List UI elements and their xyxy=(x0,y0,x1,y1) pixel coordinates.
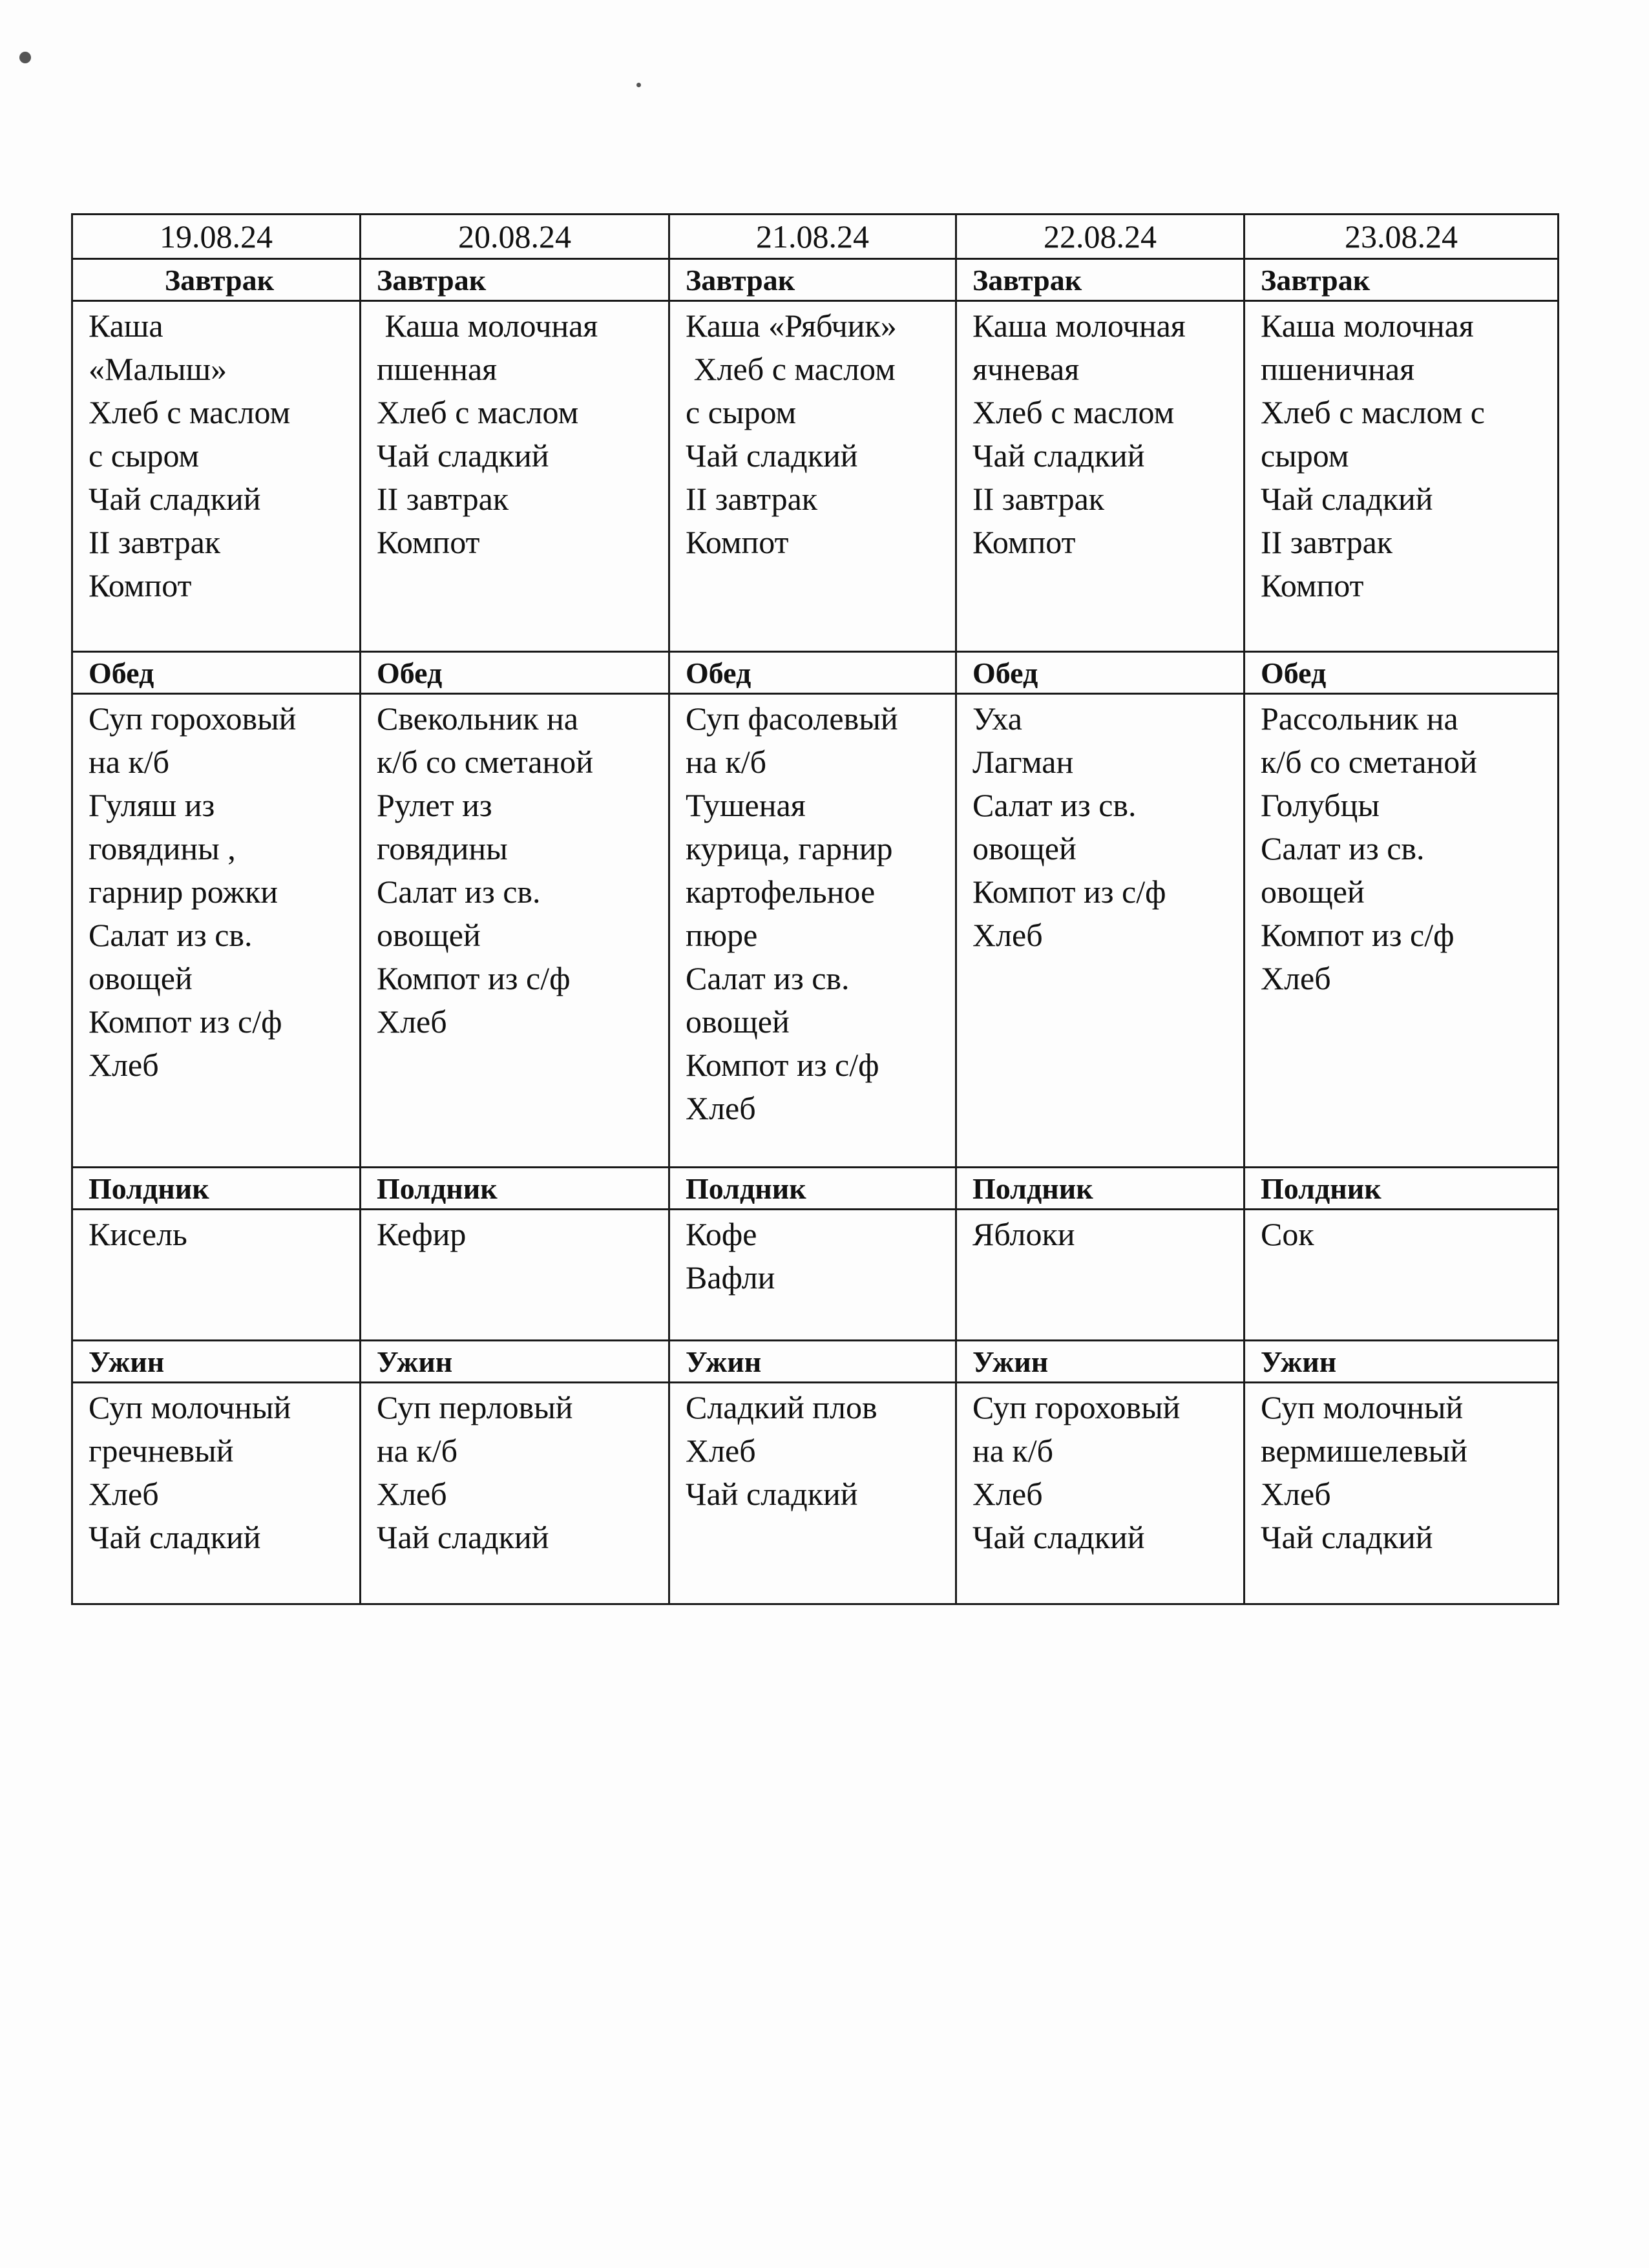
dish-line: Компот из с/ф xyxy=(377,960,571,996)
dish-line: вермишелевый xyxy=(1261,1433,1467,1469)
dish-line: II завтрак xyxy=(972,481,1105,517)
meal-label: Завтрак xyxy=(956,259,1245,301)
dish-line: Суп молочный xyxy=(1261,1389,1464,1425)
lunch-header-row xyxy=(72,652,1559,694)
dish-cell xyxy=(956,1210,1245,1341)
dish-line: к/б со сметаной xyxy=(377,744,594,780)
meal-label: Завтрак xyxy=(72,259,361,301)
dish-cell xyxy=(1245,301,1559,652)
meal-label: Ужин xyxy=(361,1341,669,1383)
dish-line: Сладкий плов xyxy=(686,1389,877,1425)
dish-line: Суп фасолевый xyxy=(686,700,898,737)
dish-line: Каша молочная xyxy=(377,308,598,344)
dish-line: Хлеб с маслом xyxy=(377,394,579,430)
dish-line: Хлеб xyxy=(89,1047,159,1083)
meal-label: Обед xyxy=(72,652,361,694)
dish-line: на к/б xyxy=(972,1433,1054,1469)
dish-line: овощей xyxy=(686,1003,790,1040)
dish-line: Чай сладкий xyxy=(686,437,858,474)
dish-line: Чай сладкий xyxy=(686,1476,858,1512)
meal-label: Полдник xyxy=(72,1168,361,1210)
dish-line: Хлеб xyxy=(686,1433,756,1469)
dish-line: картофельное xyxy=(686,874,876,910)
dish-cell xyxy=(669,301,956,652)
dish-line: Хлеб с маслом xyxy=(89,394,291,430)
meal-label: Полдник xyxy=(956,1168,1245,1210)
dish-line: Хлеб с маслом xyxy=(686,351,896,387)
dish-line: овощей xyxy=(377,917,481,953)
dish-line: Суп гороховый xyxy=(972,1389,1181,1425)
dish-cell xyxy=(1245,694,1559,1168)
dish-line: Чай сладкий xyxy=(972,1519,1145,1555)
dish-line: «Малыш» xyxy=(89,351,227,387)
dish-line: Голубцы xyxy=(1261,787,1380,823)
dish-line: гарнир рожки xyxy=(89,874,278,910)
dish-line: сыром xyxy=(1261,437,1349,474)
meal-label: Завтрак xyxy=(1245,259,1559,301)
dish-line: Компот из с/ф xyxy=(1261,917,1455,953)
dish-cell xyxy=(361,1210,669,1341)
dinner-dishes-row xyxy=(72,1383,1559,1604)
dish-line: Хлеб xyxy=(972,917,1043,953)
dish-line: Свекольник на xyxy=(377,700,578,737)
dish-cell xyxy=(669,694,956,1168)
scan-speck xyxy=(636,83,641,87)
dish-line: Кефир xyxy=(377,1216,467,1252)
dish-line: Кофе xyxy=(686,1216,757,1252)
date-cell: 19.08.24 xyxy=(72,215,361,259)
dish-line: Компот из с/ф xyxy=(972,874,1166,910)
dish-cell xyxy=(361,301,669,652)
dish-line: Каша молочная xyxy=(972,308,1186,344)
dish-line: Чай сладкий xyxy=(89,481,261,517)
dish-line: Компот из с/ф xyxy=(686,1047,879,1083)
meal-label: Полдник xyxy=(669,1168,956,1210)
dish-line: Хлеб с маслом xyxy=(972,394,1175,430)
meal-label: Обед xyxy=(956,652,1245,694)
dish-line: овощей xyxy=(972,830,1077,866)
dish-cell xyxy=(1245,1383,1559,1604)
dish-cell xyxy=(956,1383,1245,1604)
dish-line: на к/б xyxy=(377,1433,458,1469)
dish-line: гречневый xyxy=(89,1433,234,1469)
dish-line: к/б со сметаной xyxy=(1261,744,1478,780)
dish-line: пюре xyxy=(686,917,758,953)
dish-line: Каша «Рябчик» xyxy=(686,308,897,344)
dish-line: ячневая xyxy=(972,351,1080,387)
date-header-row xyxy=(72,215,1559,259)
dish-line: II завтрак xyxy=(686,481,818,517)
dish-cell xyxy=(72,1210,361,1341)
snack-header-row xyxy=(72,1168,1559,1210)
dinner-header-row xyxy=(72,1341,1559,1383)
dish-line: Компот xyxy=(686,524,789,560)
dish-line: Суп гороховый xyxy=(89,700,297,737)
dish-line: Чай сладкий xyxy=(972,437,1145,474)
dish-line: Хлеб xyxy=(377,1476,447,1512)
dish-line: Хлеб xyxy=(89,1476,159,1512)
dish-cell xyxy=(956,301,1245,652)
dish-line: Гуляш из xyxy=(89,787,215,823)
dish-line: II завтрак xyxy=(1261,524,1393,560)
dish-line: Хлеб xyxy=(686,1090,756,1126)
dish-line: Вафли xyxy=(686,1259,775,1296)
dish-line: Салат из св. xyxy=(377,874,541,910)
dish-line: говядины , xyxy=(89,830,236,866)
dish-line: Хлеб xyxy=(377,1003,447,1040)
meal-label: Полдник xyxy=(361,1168,669,1210)
meal-label: Ужин xyxy=(72,1341,361,1383)
dish-line: Лагман xyxy=(972,744,1074,780)
dish-cell xyxy=(72,301,361,652)
dish-cell xyxy=(1245,1210,1559,1341)
date-cell: 23.08.24 xyxy=(1245,215,1559,259)
dish-line: с сыром xyxy=(89,437,200,474)
dish-line: овощей xyxy=(1261,874,1365,910)
meal-label: Ужин xyxy=(669,1341,956,1383)
dish-line: Чай сладкий xyxy=(377,437,549,474)
dish-cell xyxy=(72,694,361,1168)
dish-line: Кисель xyxy=(89,1216,187,1252)
dish-line: II завтрак xyxy=(377,481,509,517)
dish-cell xyxy=(361,694,669,1168)
dish-line: Салат из св. xyxy=(89,917,253,953)
date-cell: 21.08.24 xyxy=(669,215,956,259)
dish-line: Салат из св. xyxy=(972,787,1137,823)
dish-cell xyxy=(361,1383,669,1604)
dish-line: курица, гарнир xyxy=(686,830,893,866)
dish-line: Чай сладкий xyxy=(1261,481,1433,517)
dish-line: Тушеная xyxy=(686,787,806,823)
dish-line: Рассольник на xyxy=(1261,700,1458,737)
dish-line: Хлеб xyxy=(1261,1476,1331,1512)
dish-line: Чай сладкий xyxy=(89,1519,261,1555)
weekly-menu-table xyxy=(71,213,1559,1605)
dish-line: с сыром xyxy=(686,394,797,430)
snack-dishes-row xyxy=(72,1210,1559,1341)
dish-line: Компот xyxy=(377,524,480,560)
dish-line: на к/б xyxy=(686,744,767,780)
dish-line: на к/б xyxy=(89,744,170,780)
dish-line: Сок xyxy=(1261,1216,1314,1252)
dish-line: Салат из св. xyxy=(686,960,850,996)
dish-line: Компот xyxy=(89,567,192,604)
dish-line: пшеничная xyxy=(1261,351,1415,387)
dish-line: Чай сладкий xyxy=(1261,1519,1433,1555)
meal-label: Полдник xyxy=(1245,1168,1559,1210)
meal-label: Обед xyxy=(361,652,669,694)
breakfast-header-row xyxy=(72,259,1559,301)
meal-label: Обед xyxy=(1245,652,1559,694)
dish-line: Каша xyxy=(89,308,163,344)
dish-line: Салат из св. xyxy=(1261,830,1425,866)
meal-label: Обед xyxy=(669,652,956,694)
dish-line: пшенная xyxy=(377,351,498,387)
dish-line: Суп молочный xyxy=(89,1389,291,1425)
dish-line: Чай сладкий xyxy=(377,1519,549,1555)
breakfast-dishes-row xyxy=(72,301,1559,652)
meal-label: Завтрак xyxy=(361,259,669,301)
dish-cell xyxy=(669,1210,956,1341)
dish-line: Суп перловый xyxy=(377,1389,573,1425)
dish-line: Уха xyxy=(972,700,1022,737)
dish-line: Хлеб xyxy=(972,1476,1043,1512)
dish-line: Компот xyxy=(972,524,1076,560)
dish-cell xyxy=(669,1383,956,1604)
dish-line: Компот из с/ф xyxy=(89,1003,282,1040)
meal-label: Ужин xyxy=(956,1341,1245,1383)
dish-cell xyxy=(72,1383,361,1604)
meal-label: Завтрак xyxy=(669,259,956,301)
date-cell: 22.08.24 xyxy=(956,215,1245,259)
dish-line: Компот xyxy=(1261,567,1364,604)
scan-speck xyxy=(19,52,31,63)
lunch-dishes-row xyxy=(72,694,1559,1168)
dish-line: овощей xyxy=(89,960,193,996)
date-cell: 20.08.24 xyxy=(361,215,669,259)
dish-line: Рулет из xyxy=(377,787,492,823)
dish-line: Хлеб с маслом с xyxy=(1261,394,1485,430)
dish-line: Каша молочная xyxy=(1261,308,1474,344)
dish-line: Хлеб xyxy=(1261,960,1331,996)
dish-line: II завтрак xyxy=(89,524,221,560)
meal-label: Ужин xyxy=(1245,1341,1559,1383)
dish-cell xyxy=(956,694,1245,1168)
dish-line: Яблоки xyxy=(972,1216,1075,1252)
dish-line: говядины xyxy=(377,830,508,866)
